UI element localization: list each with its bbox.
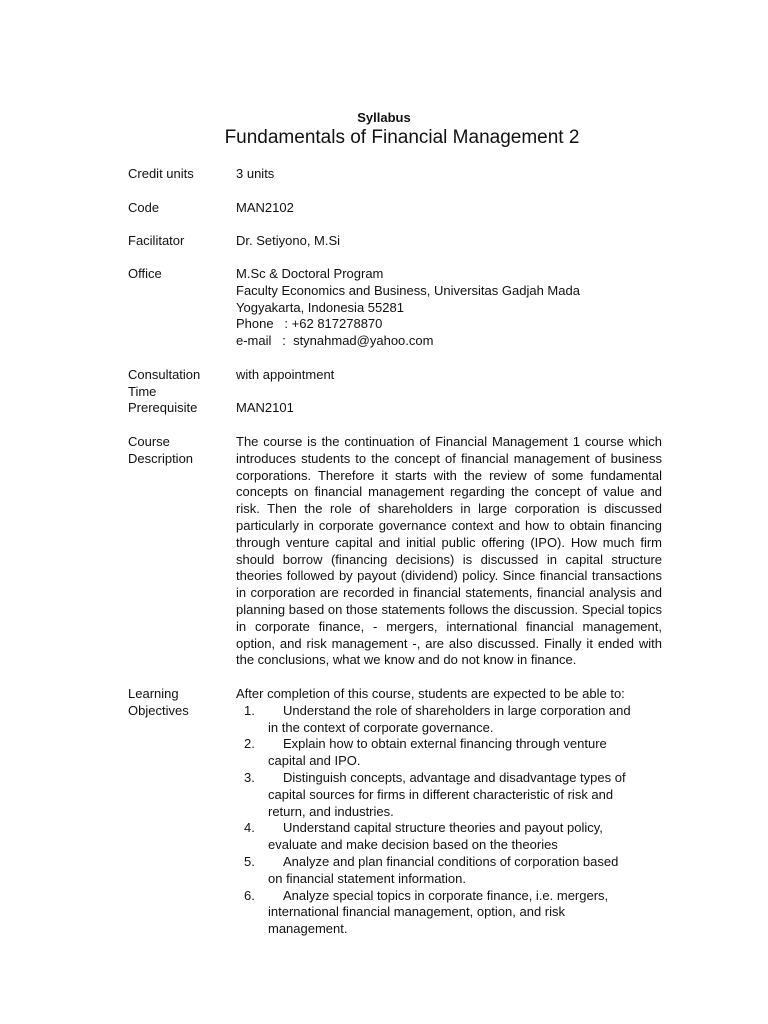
prerequisite-value: MAN2101 (236, 400, 294, 415)
objective-item (236, 736, 636, 770)
objective-number: 2. (244, 736, 255, 752)
objective-number: 1. (244, 702, 255, 718)
learning-objectives-label (128, 686, 228, 720)
course-description-text: The course is the continuation of Financial Management 1 course which introduces students to the concept of financial management of business corporations. Therefore it starts with the review of some fundamental concepts on financial management regarding the concept of value and risk. Then the role of shareholders in large corporation is discussed particularly in corporate governance context and how to obtain financing through venture capital and initial public offering (IPO). How much firm should borrow (financing decisions) is discussed in capital structure theories followed by payout (dividend) policy. Since financial transactions in corporation are recorded in financial statements, financial analysis and planning based on those statements follows the discussion. Special topics in corporate finance, - mergers, international financial management, option, and risk management -, are also discussed. Finally it ended with the conclusions, what we know and do not know in finance. (236, 434, 662, 668)
office-line: Faculty Economics and Business, Universitas Gadjah Mada (236, 282, 580, 298)
office-line: Yogyakarta, Indonesia 55281 (236, 299, 404, 315)
objective-item (236, 820, 636, 854)
objective-text: Distinguish concepts, advantage and disadvantage types of capital sources for firms in different characteristic of risk and return, and industries. (268, 769, 626, 819)
consultation-label (128, 367, 228, 401)
learning-objectives-content (236, 686, 636, 938)
course-description-label (128, 434, 228, 468)
office-email: e-mail : stynahmad@yahoo.com (236, 333, 434, 349)
objective-text: Explain how to obtain external financing through venture capital and IPO. (268, 736, 607, 769)
course-description-label-line: Course (128, 434, 170, 449)
objective-item (236, 888, 636, 938)
prerequisite-label: Prerequisite (128, 400, 198, 415)
office-phone: Phone : +62 817278870 (236, 316, 383, 332)
course-description-label-line: Description (128, 450, 194, 466)
objective-number: 3. (244, 769, 255, 785)
objective-text: Understand capital structure theories and payout policy, evaluate and make decision based on the theories (268, 820, 603, 853)
consultation-value: with appointment (236, 367, 335, 382)
office-address (236, 266, 662, 350)
objective-text: Analyze and plan financial conditions of corporation based on financial statement information. (268, 853, 619, 886)
consultation-label-line: Time (128, 383, 157, 399)
objective-item (236, 703, 636, 737)
credit-units-value: 3 units (236, 166, 275, 181)
objective-number: 5. (244, 853, 255, 869)
objective-item (236, 854, 636, 888)
code-value: MAN2102 (236, 200, 294, 215)
consultation-label-line: Consultation (128, 367, 201, 382)
document-heading-small: Syllabus (357, 110, 411, 125)
code-label: Code (128, 200, 160, 215)
learning-objectives-label-line: Learning (128, 686, 179, 701)
objective-text: Understand the role of shareholders in large corporation and in the context of corporate governance. (268, 702, 631, 735)
credit-units-label: Credit units (128, 166, 194, 181)
office-label: Office (128, 266, 162, 281)
objective-text: Analyze special topics in corporate finance, i.e. mergers, international financial management, option, and risk management. (268, 887, 609, 937)
document-title: Fundamentals of Financial Management 2 (224, 127, 580, 148)
facilitator-value: Dr. Setiyono, M.Si (236, 233, 341, 248)
learning-objectives-label-line: Objectives (128, 702, 189, 718)
learning-objectives-list (236, 703, 636, 938)
office-line: M.Sc & Doctoral Program (236, 266, 384, 281)
facilitator-label: Facilitator (128, 233, 185, 248)
objective-number: 6. (244, 887, 255, 903)
learning-objectives-intro: After completion of this course, students are expected to be able to: (236, 686, 625, 701)
objective-item (236, 770, 636, 820)
objective-number: 4. (244, 820, 255, 836)
